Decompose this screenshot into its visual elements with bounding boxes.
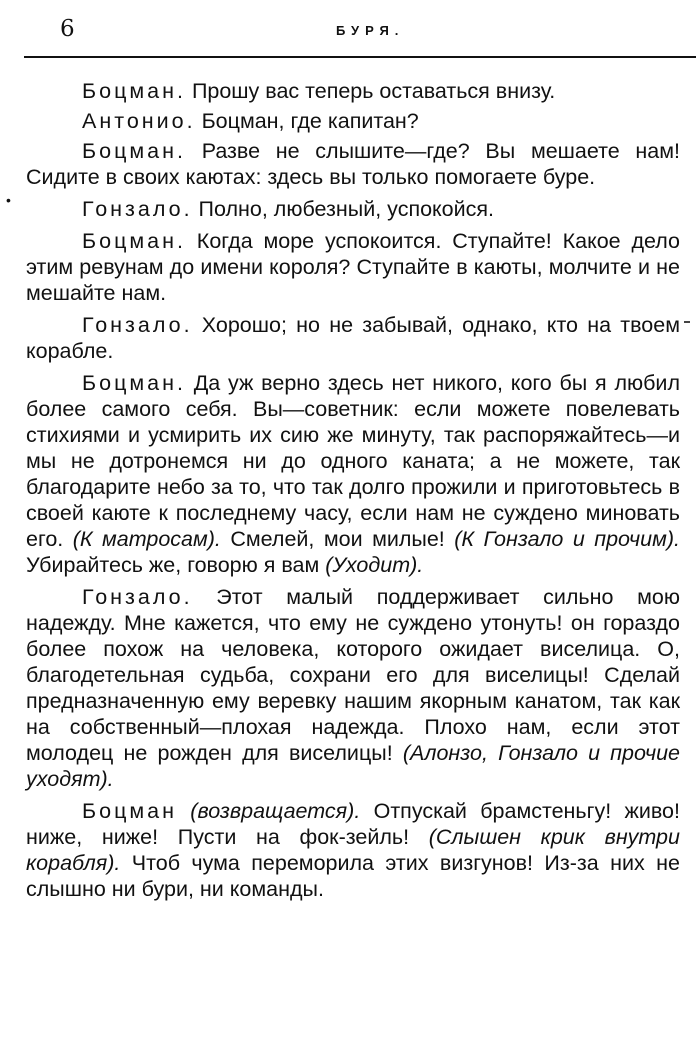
- speaker-name: Боцман.: [82, 229, 186, 253]
- margin-tick: [684, 321, 690, 323]
- dialogue-paragraph: [26, 798, 680, 902]
- speaker-name: Боцман.: [82, 79, 186, 103]
- dialogue-text: Этот малый поддерживает сильно мою надежду. Мне кажется, что ему не суждено утонуть! он гораздо более похож на человека, которого ожидает виселица. О, благодетельная судьба, сохрани его для виселицы! Сделай предназначенную ему веревку нашим якорным канатом, так как на собственный—плохая надежда. Плохо нам, если этот молодец не рожден для виселицы!: [26, 585, 680, 765]
- dialogue-text: Когда море успокоится. Ступайте! Какое дело этим ревунам до имени короля? Ступайте в каюты, молчите и не мешайте нам.: [26, 229, 680, 305]
- dialogue-text: Да уж верно здесь нет никого, кого бы я любил более самого себя. Вы—советник: если можете повелевать стихиями и усмирить их сию же минуту, так распоряжайтесь—и мы не дотронемся ни до одного каната; а не можете, так благодарите небо за то, что так долго прожили и приготовьтесь в своей каюте к последнему часу, если нам не суждено миновать его.: [26, 371, 680, 551]
- speaker-name: Гонзало.: [82, 313, 193, 337]
- running-title: БУРЯ.: [336, 23, 405, 38]
- dialogue-text: Смелей, мои милые!: [220, 527, 455, 551]
- speaker-name: Боцман.: [82, 139, 186, 163]
- dialogue-text: Полно, любезный, успокойся.: [192, 197, 495, 221]
- dialogue-paragraph: [26, 584, 680, 792]
- speaker-name: Боцман.: [82, 371, 186, 395]
- dialogue-text: Разве не слышите—где? Вы мешаете нам! Сидите в своих каютах: здесь вы только помогаете буре.: [26, 139, 680, 189]
- stage-direction: (Слышен крик внутри корабля).: [26, 825, 680, 875]
- page-number: 6: [60, 16, 75, 42]
- dialogue-text: Отпускай брамстеньгу! живо! ниже, ниже! Пусти на фок-зейль!: [26, 799, 680, 849]
- dialogue-text: Хорошо; но не забывай, однако, кто на твоем корабле.: [26, 313, 680, 363]
- speaker-name: Гонзало.: [82, 585, 193, 609]
- stage-direction: (К матросам).: [72, 527, 221, 551]
- header-rule: [24, 56, 696, 58]
- page-body: [26, 78, 680, 908]
- stage-direction: (возвращается).: [177, 799, 361, 823]
- margin-mark: •: [6, 192, 11, 208]
- stage-direction: (Алонзо, Гонзало и прочие уходят).: [26, 741, 681, 791]
- page-header: [24, 14, 696, 48]
- dialogue-text: Чтоб чума переморила этих визгунов! Из-за них не слышно ни бури, ни команды.: [26, 851, 680, 901]
- dialogue-paragraph: [26, 312, 680, 364]
- stage-direction: (Уходит).: [325, 553, 424, 577]
- speaker-name: Гонзало.: [82, 197, 193, 221]
- dialogue-paragraph: [26, 108, 680, 134]
- dialogue-paragraph: [26, 228, 680, 306]
- dialogue-text: Боцман, где капитан?: [195, 109, 419, 133]
- dialogue-paragraph: [26, 78, 680, 104]
- speaker-name: Антонио.: [82, 109, 196, 133]
- speaker-name: Боцман: [82, 799, 177, 823]
- dialogue-paragraph: [26, 138, 680, 190]
- dialogue-paragraph: [26, 196, 680, 222]
- dialogue-text: Прошу вас теперь оставаться внизу.: [185, 79, 556, 103]
- stage-direction: (К Гонзало и прочим).: [454, 527, 680, 551]
- dialogue-text: Убирайтесь же, говорю я вам: [26, 553, 326, 577]
- dialogue-paragraph: [26, 370, 680, 578]
